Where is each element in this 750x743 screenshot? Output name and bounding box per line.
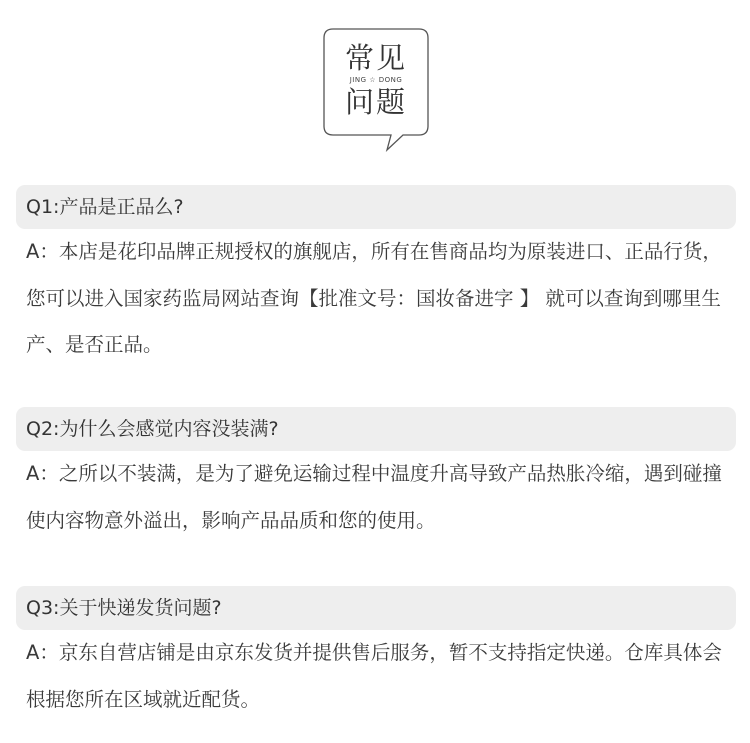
faq-question: Q1:产品是正品么? (16, 185, 736, 229)
faq-item-3 (16, 586, 736, 723)
faq-item-2 (16, 407, 736, 544)
faq-answer: A：之所以不装满，是为了避免运输过程中温度升高导致产品热胀冷缩，遇到碰撞使内容物意外溢出，影响产品品质和您的使用。 (26, 462, 722, 532)
badge-title-bottom: 问题 (344, 85, 407, 119)
faq-item-1 (16, 185, 736, 369)
faq-question: Q3:关于快递发货问题? (16, 586, 736, 630)
badge-title-top: 常见 (344, 41, 407, 75)
faq-question: Q2:为什么会感觉内容没装满? (16, 407, 736, 451)
faq-header-badge (323, 28, 429, 136)
faq-answer: A：本店是花印品牌正规授权的旗舰店，所有在售商品均为原装进口、正品行货，您可以进入国家药监局网站查询【批准文号：国妆备进字 】 就可以查询到哪里生产、是否正品。 (26, 240, 722, 356)
faq-answer: A：京东自营店铺是由京东发货并提供售后服务，暂不支持指定快递。仓库具体会根据您所在区域就近配货。 (26, 641, 722, 711)
badge-subtitle: JING ☆ DONG (349, 76, 403, 84)
